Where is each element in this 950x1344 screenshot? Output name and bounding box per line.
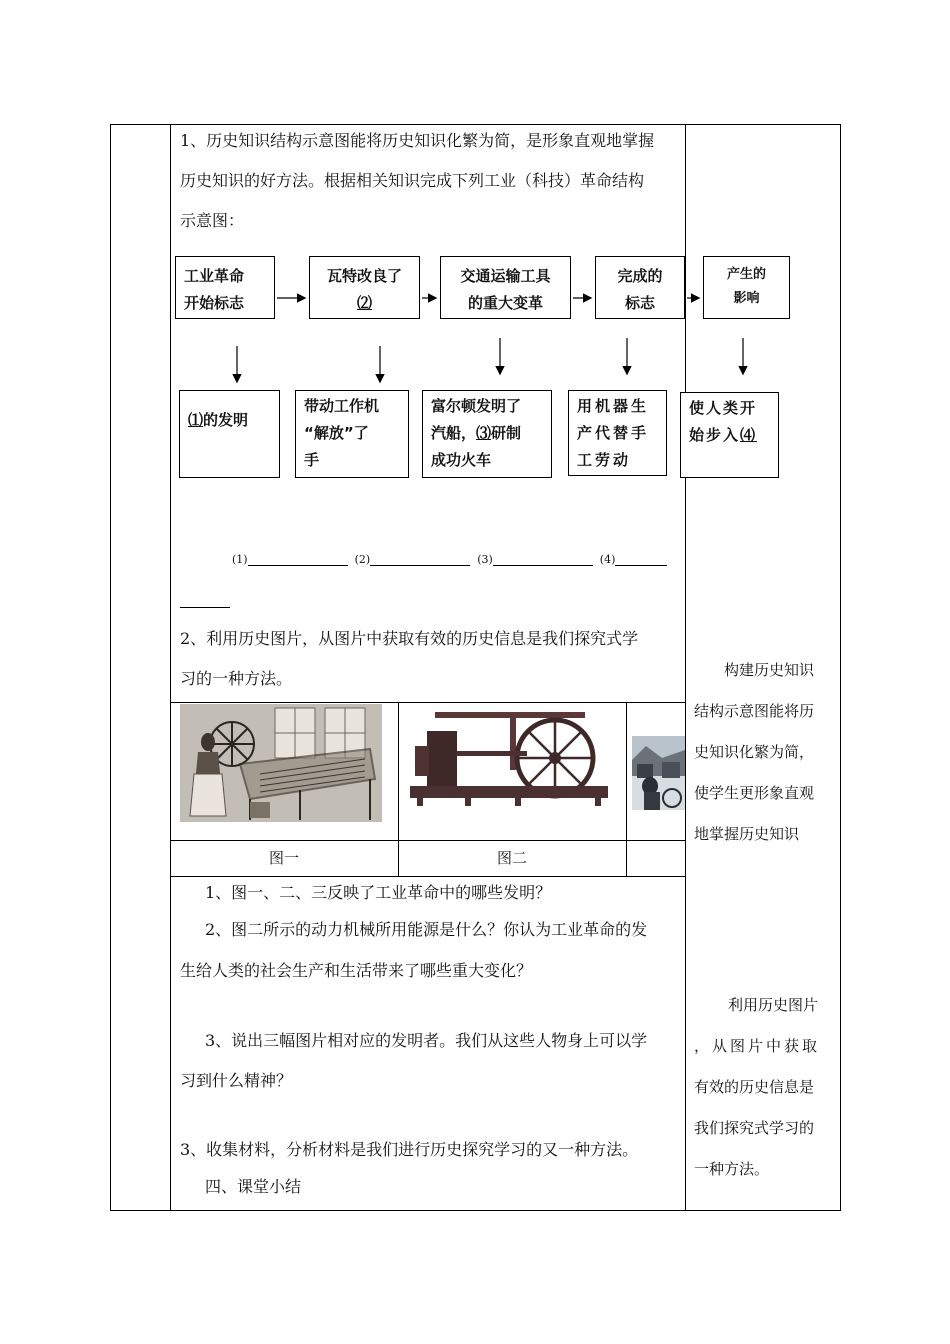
- side-note-line: 结构示意图能将历: [694, 702, 815, 720]
- box-text: “解放”了: [304, 424, 369, 442]
- q1-line-1: 1、历史知识结构示意图能将历史知识化繁为简，是形象直观地掌握: [180, 131, 655, 150]
- side-note-line: 我们探究式学习的: [694, 1119, 815, 1137]
- figure-3-partial-image: [632, 736, 685, 810]
- question-2-line-2: 生给人类的社会生产和生活带来了哪些重大变化？: [180, 961, 533, 980]
- side-note-line: 使学生更形象直观: [694, 784, 815, 802]
- box-text: 研制: [491, 424, 522, 442]
- blank-label-1: (1): [232, 553, 248, 566]
- box-text-row: [188, 407, 271, 434]
- box-text: 汽船，: [431, 424, 477, 442]
- box-text: 成功火车: [431, 451, 492, 469]
- diagram-box-work-machine: [295, 390, 409, 478]
- answer-blanks: [232, 553, 667, 566]
- box-text: 完成的: [617, 267, 663, 285]
- q2-line-1: 2、利用历史图片，从图片中获取有效的历史信息是我们探究式学: [180, 629, 639, 648]
- side-note-line: ，从图片中获取: [694, 1037, 821, 1055]
- box-text: 产代替手: [577, 424, 650, 442]
- blank-3[interactable]: [493, 553, 593, 566]
- blank-4[interactable]: [615, 553, 667, 566]
- box-text-row: [431, 420, 543, 447]
- q3-paragraph: 3、收集材料，分析材料是我们进行历史探究学习的又一种方法。: [180, 1140, 639, 1159]
- diagram-box-invention: [179, 390, 280, 478]
- q2-line-2: 习的一种方法。: [180, 669, 293, 688]
- table-bottom-border: [110, 1210, 841, 1211]
- blank-1[interactable]: [248, 553, 348, 566]
- box-text: 始步入: [689, 426, 741, 444]
- side-note-line: 一种方法。: [694, 1160, 770, 1178]
- box-text: 工业革命: [184, 267, 245, 285]
- q1-line-3: 示意图：: [180, 211, 245, 230]
- blank-label-3: (3): [477, 553, 493, 566]
- diagram-box-fulton: [422, 390, 552, 478]
- figure-1-spinning-jenny-image: [180, 704, 382, 822]
- figure-row-top: [170, 702, 685, 703]
- box-text: 工劳动: [577, 451, 632, 469]
- figure-1-caption: 图一: [268, 849, 299, 867]
- box-blank-mark: ⑶: [476, 424, 492, 442]
- diagram-box-machine-labor: [568, 390, 667, 476]
- box-text: 富尔顿发明了: [431, 397, 522, 415]
- side-note-line: 有效的历史信息是: [694, 1078, 815, 1096]
- box-text: 带动工作机: [304, 397, 380, 415]
- figure-col-divider-2: [626, 702, 627, 876]
- side-note-line: 史知识化繁为简，: [694, 743, 815, 761]
- side-note-pictures: [694, 985, 836, 1190]
- box-text: 交通运输工具: [460, 267, 551, 285]
- box-text: 影响: [733, 291, 760, 306]
- side-note-diagram: [694, 650, 836, 855]
- blank-label-4: (4): [599, 553, 616, 566]
- box-text: 的重大变革: [467, 294, 543, 312]
- box-text: 使人类开: [689, 399, 758, 417]
- q1-line-2: 历史知识的好方法。根据相关知识完成下列工业（科技）革命结构: [180, 171, 645, 190]
- box-text: 瓦特改良了: [326, 267, 402, 285]
- box-text: 手: [304, 451, 320, 469]
- box-blank-mark: ⑵: [356, 294, 372, 312]
- question-3-line-2: 习到什么精神？: [180, 1071, 293, 1090]
- box-blank-mark: ⑴: [188, 411, 204, 429]
- question-2-line-1: 2、图二所示的动力机械所用能源是什么？你认为工业革命的发: [205, 920, 648, 939]
- figure-2-steam-engine-image: [405, 706, 613, 806]
- box-text-row: [689, 422, 770, 449]
- blank-2[interactable]: [370, 553, 470, 566]
- blank-label-2: (2): [354, 553, 371, 566]
- box-text: 标志: [624, 294, 655, 312]
- blank-continuation-line: [180, 607, 230, 608]
- diagram-box-era: [680, 392, 779, 478]
- class-summary-heading: 四、课堂小结: [205, 1177, 302, 1196]
- question-1: 1、图一、二、三反映了工业革命中的哪些发明？: [205, 883, 552, 902]
- box-text: 开始标志: [184, 294, 245, 312]
- box-text: 用机器生: [577, 397, 650, 415]
- side-note-line: 地掌握历史知识: [694, 825, 800, 843]
- figure-row-bottom: [170, 876, 685, 877]
- side-note-line: 利用历史图片: [728, 996, 819, 1014]
- question-3-line-1: 3、说出三幅图片相对应的发明者。我们从这些人物身上可以学: [205, 1031, 648, 1050]
- box-text: 产生的: [726, 267, 766, 282]
- figure-2-caption: 图二: [496, 849, 527, 867]
- side-note-line: 构建历史知识: [724, 661, 815, 679]
- box-blank-mark: ⑷: [740, 426, 758, 444]
- figure-caption-divider: [170, 840, 685, 841]
- box-text: 的发明: [203, 411, 249, 429]
